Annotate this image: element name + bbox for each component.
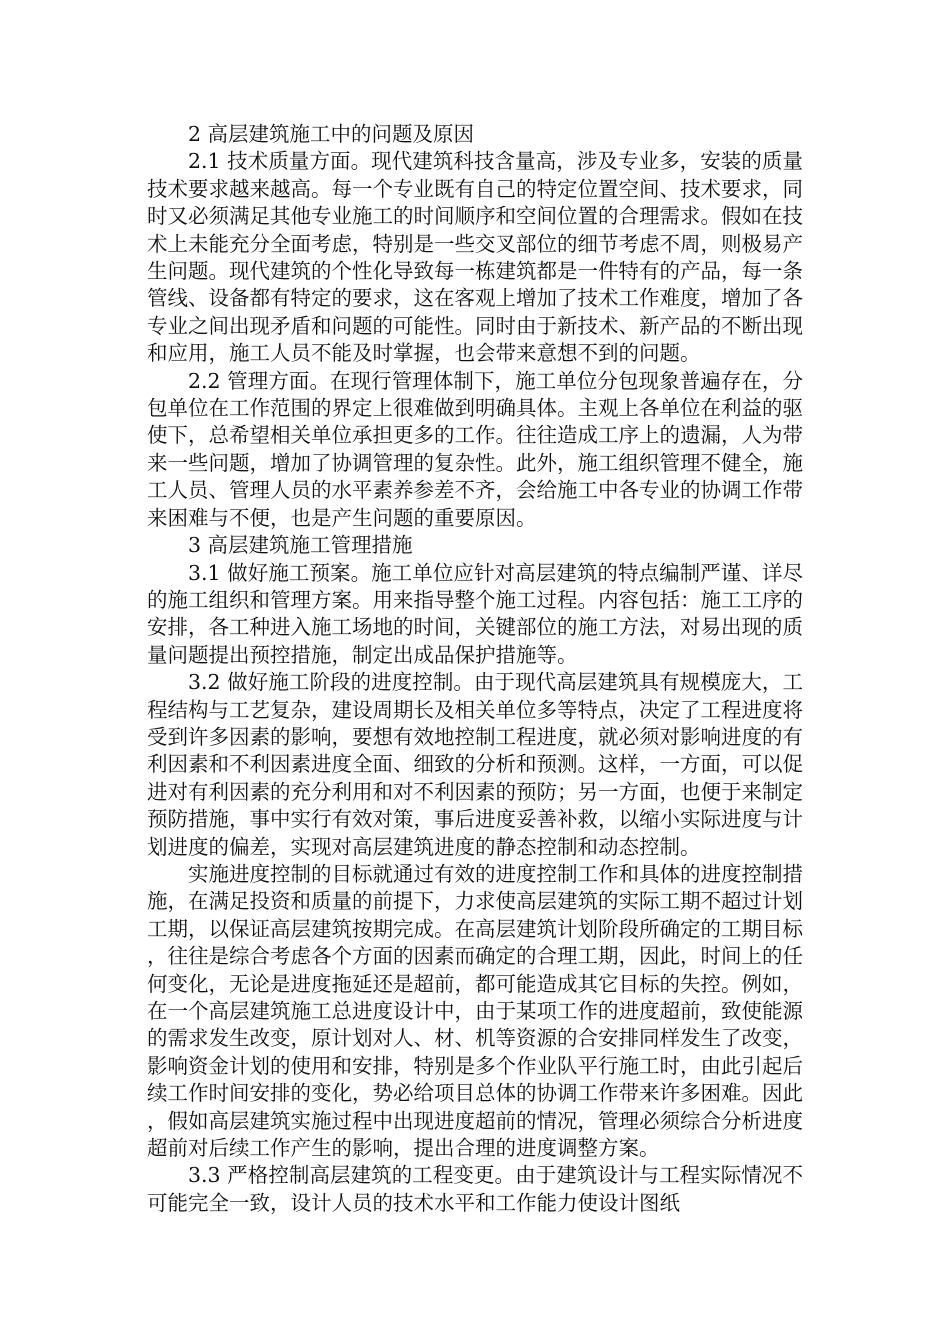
document-page <box>147 121 803 1217</box>
paragraph-3-2-continued: 实施进度控制的目标就通过有效的进度控制工作和具体的进度控制措施，在满足投资和质量的前提下，力求使高层建筑的实际工期不超过计划工期，以保证高层建筑按期完成。在高层建筑计划阶段所确定的工期目标，往往是综合考虑各个方面的因素而确定的合理工期，因此，时间上的任何变化，无论是进度拖延还是超前，都可能造成其它目标的失控。例如，在一个高层建筑施工总进度设计中，由于某项工作的进度超前，致使能源的需求发生改变，原计划对人、材、机等资源的合安排同样发生了改变，影响资金计划的使用和安排，特别是多个作业队平行施工时，由此引起后续工作时间安排的变化，势必给项目总体的协调工作带来许多困难。因此，假如高层建筑实施过程中出现进度超前的情况，管理必须综合分析进度超前对后续工作产生的影响，提出合理的进度调整方案。 <box>147 861 803 1161</box>
paragraph-3-1: 3.1 做好施工预案。施工单位应针对高层建筑的特点编制严谨、详尽的施工组织和管理方案。用来指导整个施工过程。内容包括：施工工序的安排，各工种进入施工场地的时间，关键部位的施工方法，对易出现的质量问题提出预控措施，制定出成品保护措施等。 <box>147 560 803 667</box>
paragraph-2-1: 2.1 技术质量方面。现代建筑科技含量高，涉及专业多，安装的质量技术要求越来越高。每一个专业既有自己的特定位置空间、技术要求，同时又必须满足其他专业施工的时间顺序和空间位置的合理需求。假如在技术上未能充分全面考虑，特别是一些交叉部位的细节考虑不周，则极易产生问题。现代建筑的个性化导致每一栋建筑都是一件特有的产品，每一条管线、设备都有特定的要求，这在客观上增加了技术工作难度，增加了各专业之间出现矛盾和问题的可能性。同时由于新技术、新产品的不断出现和应用，施工人员不能及时掌握，也会带来意想不到的问题。 <box>147 149 803 366</box>
section-heading-2: 2 高层建筑施工中的问题及原因 <box>188 122 475 146</box>
paragraph-3-3: 3.3 严格控制高层建筑的工程变更。由于建筑设计与工程实际情况不可能完全一致，设计人员的技术水平和工作能力使设计图纸 <box>147 1163 803 1215</box>
paragraph-2-2: 2.2 管理方面。在现行管理体制下，施工单位分包现象普遍存在，分包单位在工作范围的界定上很难做到明确具体。主观上各单位在利益的驱使下，总希望相关单位承担更多的工作。往往造成工序上的遗漏，人为带来一些问题，增加了协调管理的复杂性。此外，施工组织管理不健全，施工人员、管理人员的水平素养参差不齐，会给施工中各专业的协调工作带来困难与不便，也是产生问题的重要原因。 <box>147 368 803 530</box>
section-heading-3: 3 高层建筑施工管理措施 <box>188 533 413 558</box>
paragraph-3-2: 3.2 做好施工阶段的进度控制。由于现代高层建筑具有规模庞大，工程结构与工艺复杂，建设周期长及相关单位多等特点，决定了工程进度将受到许多因素的影响，要想有效地控制工程进度，就必须对影响进度的有利因素和不利因素进度全面、细致的分析和预测。这样，一方面，可以促进对有利因素的充分利用和对不利因素的预防；另一方面，也便于来制定预防措施，事中实行有效对策，事后进度妥善补救，以缩小实际进度与计划进度的偏差，实现对高层建筑进度的静态控制和动态控制。 <box>147 670 803 859</box>
